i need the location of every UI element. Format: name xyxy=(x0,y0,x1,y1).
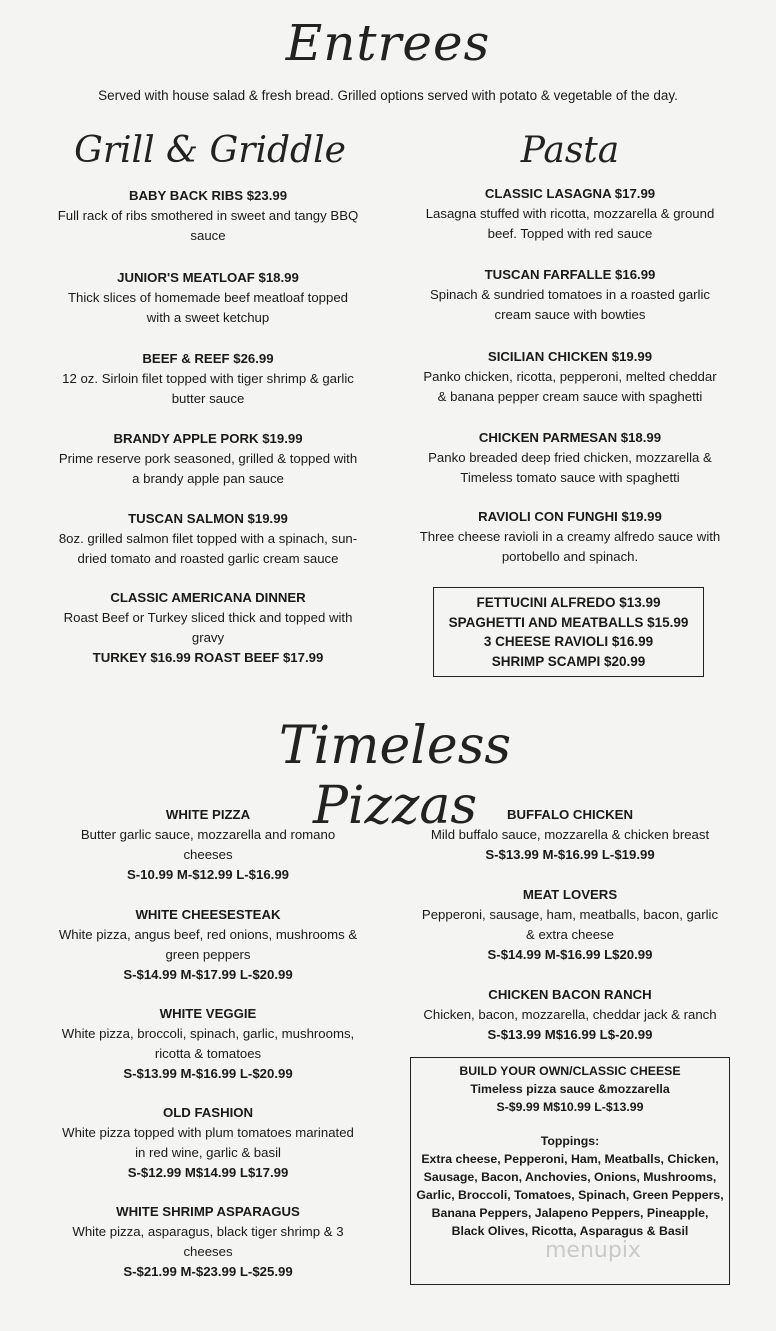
item-price: TURKEY $16.99 ROAST BEEF $17.99 xyxy=(92,650,324,665)
item-desc: 12 oz. Sirloin filet topped with tiger shrimp & garlic xyxy=(62,371,354,386)
item-desc: cheeses xyxy=(183,1244,233,1259)
item-desc: Chicken, bacon, mozzarella, cheddar jack & ranch xyxy=(423,1007,717,1022)
byo-title: BUILD YOUR OWN/CLASSIC CHEESE xyxy=(459,1064,681,1078)
menu-item xyxy=(38,1202,378,1282)
item-price: S-$12.99 M$14.99 L$17.99 xyxy=(127,1165,289,1180)
item-desc: Roast Beef or Turkey sliced thick and topped with xyxy=(63,610,353,625)
entrees-title: Entrees xyxy=(285,14,491,72)
item-name: BUFFALO CHICKEN xyxy=(506,807,633,822)
item-desc: ricotta & tomatoes xyxy=(154,1046,262,1061)
pizzas-title: Timeless Pizzas xyxy=(278,716,512,836)
box-line: 3 CHEESE RAVIOLI $16.99 xyxy=(483,634,654,649)
item-desc: a brandy apple pan sauce xyxy=(132,471,284,486)
item-price: S-$14.99 M-$17.99 L-$20.99 xyxy=(123,967,293,982)
item-desc: Spinach & sundried tomatoes in a roasted garlic xyxy=(429,287,711,302)
item-name: MEAT LOVERS xyxy=(522,887,618,902)
item-desc: dried tomato and roasted garlic cream sauce xyxy=(77,551,339,566)
item-price: S-$14.99 M-$16.99 L$20.99 xyxy=(487,947,653,962)
toppings-line: Sausage, Bacon, Anchovies, Onions, Mushrooms, xyxy=(423,1170,717,1184)
box-line: FETTUCINI ALFREDO $13.99 xyxy=(476,595,661,610)
item-desc: White pizza, broccoli, spinach, garlic, mushrooms, xyxy=(61,1026,355,1041)
menu-item xyxy=(38,1004,378,1084)
item-name: WHITE SHRIMP ASPARAGUS xyxy=(116,1204,300,1219)
toppings-line: Black Olives, Ricotta, Asparagus & Basil xyxy=(451,1224,689,1238)
item-desc: Thick slices of homemade beef meatloaf topped xyxy=(67,290,349,305)
item-desc: Full rack of ribs smothered in sweet and tangy BBQ xyxy=(57,208,359,223)
item-name: SICILIAN CHICKEN $19.99 xyxy=(487,349,653,364)
item-name: RAVIOLI CON FUNGHI $19.99 xyxy=(478,509,662,524)
item-name: WHITE VEGGIE xyxy=(159,1006,257,1021)
item-desc: Butter garlic sauce, mozzarella and romano xyxy=(80,827,336,842)
item-name: CHICKEN PARMESAN $18.99 xyxy=(478,430,662,445)
item-name: BEEF & REEF $26.99 xyxy=(142,351,274,366)
item-desc: green peppers xyxy=(165,947,251,962)
item-name: CLASSIC LASAGNA $17.99 xyxy=(484,186,656,201)
item-desc: gravy xyxy=(191,630,225,645)
item-name: JUNIOR'S MEATLOAF $18.99 xyxy=(117,270,299,285)
byo-sub: Timeless pizza sauce &mozzarella xyxy=(470,1082,670,1096)
item-name: WHITE CHEESESTEAK xyxy=(135,907,281,922)
item-desc: in red wine, garlic & basil xyxy=(135,1145,281,1160)
menu-item xyxy=(400,985,740,1045)
item-desc: White pizza, asparagus, black tiger shrimp & 3 xyxy=(72,1224,344,1239)
item-desc: beef. Topped with red sauce xyxy=(487,226,653,241)
toppings-title: Toppings: xyxy=(540,1134,600,1148)
item-desc: Panko breaded deep fried chicken, mozzarella & xyxy=(428,450,712,465)
item-name: CHICKEN BACON RANCH xyxy=(488,987,652,1002)
item-name: OLD FASHION xyxy=(162,1105,254,1120)
byo-price: S-$9.99 M$10.99 L-$13.99 xyxy=(496,1100,644,1114)
entrees-subtitle: Served with house salad & fresh bread. Grilled options served with potato & vegetable of the day. xyxy=(98,88,678,103)
item-desc: Mild buffalo sauce, mozzarella & chicken breast xyxy=(430,827,710,842)
item-desc: White pizza, angus beef, red onions, mushrooms & xyxy=(58,927,358,942)
item-name: BRANDY APPLE PORK $19.99 xyxy=(113,431,303,446)
item-desc: & banana pepper cream sauce with spaghetti xyxy=(437,389,703,404)
item-desc: Three cheese ravioli in a creamy alfredo sauce with xyxy=(419,529,721,544)
item-desc: butter sauce xyxy=(171,391,245,406)
item-desc: Prime reserve pork seasoned, grilled & topped with xyxy=(58,451,358,466)
item-price: S-$13.99 M-$16.99 L-$19.99 xyxy=(485,847,655,862)
grill-title: Grill & Griddle xyxy=(74,130,346,171)
item-desc: White pizza topped with plum tomatoes marinated xyxy=(62,1125,354,1140)
item-desc: & extra cheese xyxy=(526,927,614,942)
item-price: S-10.99 M-$12.99 L-$16.99 xyxy=(126,867,289,882)
menu-item xyxy=(38,905,378,985)
item-desc: cream sauce with bowties xyxy=(494,307,646,322)
box-line: SPAGHETTI AND MEATBALLS $15.99 xyxy=(448,614,689,630)
toppings-line: Extra cheese, Pepperoni, Ham, Meatballs, Chicken, xyxy=(421,1152,719,1166)
item-desc: with a sweet ketchup xyxy=(146,310,270,325)
item-desc: Lasagna stuffed with ricotta, mozzarella & ground xyxy=(425,206,715,221)
item-name: BABY BACK RIBS $23.99 xyxy=(128,188,288,203)
item-desc: Timeless tomato sauce with spaghetti xyxy=(460,470,680,485)
item-name: TUSCAN SALMON $19.99 xyxy=(128,511,288,526)
item-price: S-$13.99 M$16.99 L$-20.99 xyxy=(487,1027,653,1042)
menu-item xyxy=(38,1103,378,1183)
item-name: CLASSIC AMERICANA DINNER xyxy=(110,590,306,605)
item-desc: portobello and spinach. xyxy=(501,549,639,564)
pizza-left-column xyxy=(38,0,378,1331)
box-line: SHRIMP SCAMPI $20.99 xyxy=(491,653,646,669)
item-price: S-$21.99 M-$23.99 L-$25.99 xyxy=(123,1264,293,1279)
pasta-title: Pasta xyxy=(520,130,620,171)
item-desc: cheeses xyxy=(183,847,233,862)
item-name: TUSCAN FARFALLE $16.99 xyxy=(484,267,656,282)
item-desc: Panko chicken, ricotta, pepperoni, melted cheddar xyxy=(423,369,717,384)
item-desc: Pepperoni, sausage, ham, meatballs, bacon, garlic xyxy=(421,907,719,922)
item-name: WHITE PIZZA xyxy=(165,807,251,822)
menu-item xyxy=(400,885,740,965)
watermark: menupix xyxy=(545,1238,641,1263)
item-price: S-$13.99 M-$16.99 L-$20.99 xyxy=(123,1066,293,1081)
item-desc: 8oz. grilled salmon filet topped with a spinach, sun- xyxy=(58,531,358,546)
toppings-line: Garlic, Broccoli, Tomatoes, Spinach, Green Peppers, xyxy=(416,1188,724,1202)
item-desc: sauce xyxy=(190,228,226,243)
menu-item xyxy=(400,805,740,865)
menu-item xyxy=(38,805,378,885)
toppings-line: Banana Peppers, Jalapeno Peppers, Pineapple, xyxy=(431,1206,709,1220)
